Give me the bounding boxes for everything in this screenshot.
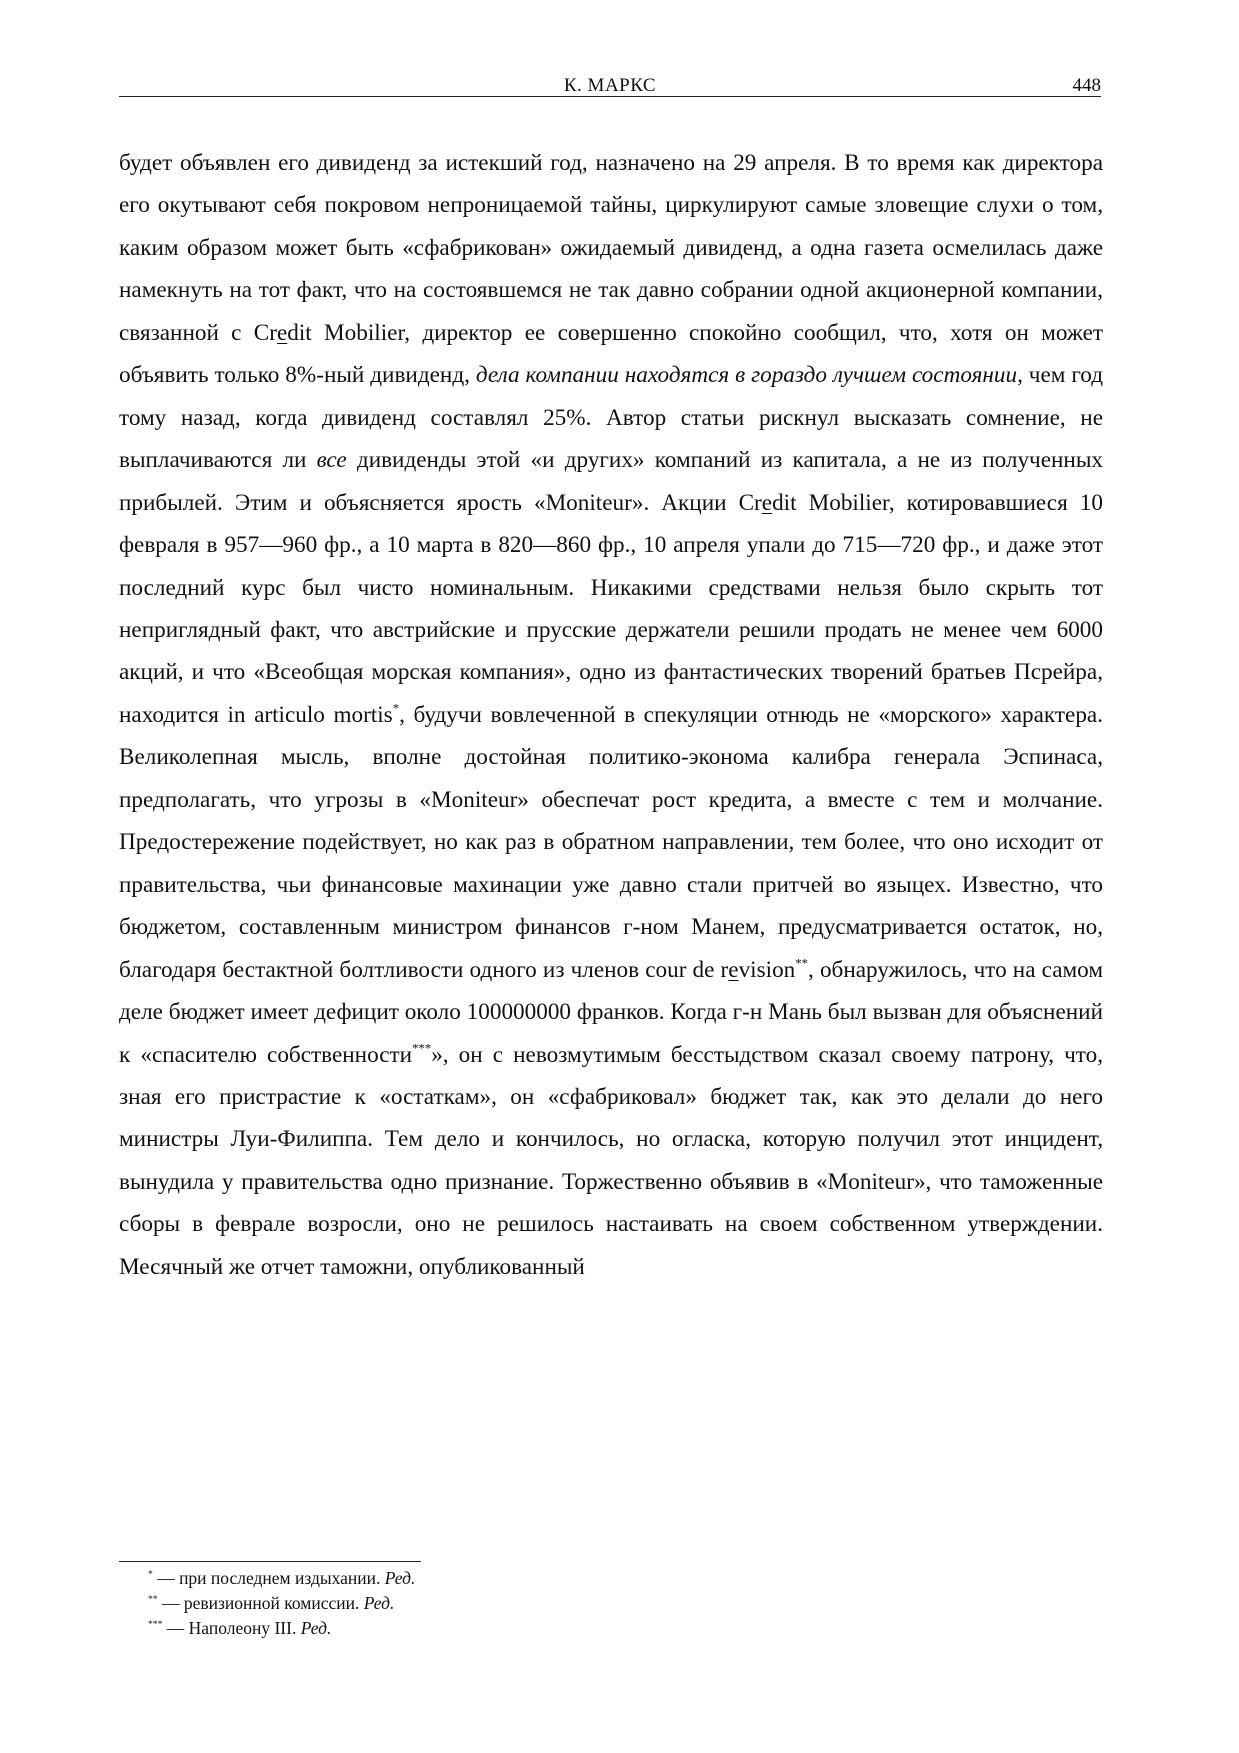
footnotes: [148, 1566, 415, 1641]
footnote-text: — ревизионной комиссии.: [157, 1593, 364, 1613]
italic-run: дела компании находятся в гораздо лучшем состоянии,: [475, 362, 1023, 389]
text-run: vision: [738, 956, 796, 983]
underlined-letter: e: [276, 319, 288, 346]
footnote: [148, 1616, 415, 1641]
text-run: , обнаружилось, что на самом деле бюджет имеет дефицит около 100000000 франков. Когда г-н Мань был вызван для объяснений к «спасителю собственности: [119, 956, 1103, 1068]
footnote-marker: ***: [412, 1040, 432, 1055]
body-paragraph: [119, 142, 1103, 1288]
underlined-letter: e: [761, 489, 773, 516]
underlined-letter: e: [728, 956, 739, 983]
text-run: », он с невозмутимым бесстыдством сказал своему патрону, что, зная его пристрастие к «остаткам», он «сфабриковал» бюджет так, как это делали до него министры Луи-Филиппа. Тем дело и кончилось, но огласка, которую получил этот инцидент, вынудила у правительства одно признание. Торжественно объявив в «Moniteur», что таможенные сборы в феврале возросли, оно не решилось настаивать на своем собственном утверждении. Месячный же отчет таможни, опубликованный: [119, 1041, 1103, 1280]
running-header-author: К. МАРКС: [563, 75, 657, 96]
footnote: [148, 1566, 415, 1591]
italic-run: все: [316, 447, 347, 474]
footnote-mark: *: [148, 1568, 153, 1580]
page-number: 448: [1072, 75, 1101, 96]
text-run: dit Mobilier, директор ее совершенно спокойно сообщил, что, хотя он может объявить только 8%-ный дивиденд,: [119, 319, 1103, 389]
footnote-editor-note: Ред.: [363, 1593, 395, 1613]
text-run: дивиденды этой «и других» компаний из капитала, а не из полученных прибылей. Этим и объясняется ярость «Moniteur». Акции Cr: [119, 447, 1103, 516]
footnote-editor-note: Ред.: [384, 1568, 416, 1588]
text-run: будет объявлен его дивиденд за истекший год, назначено на 29 апреля. В то время как директора его окутывают себя покровом непроницаемой тайны, циркулируют самые зловещие слухи о том, каким образом может быть «сфабрикован» ожидаемый дивиденд, а одна газета осмелилась даже намекнуть на тот факт, что на состоявшемся не так давно собрании одной акционерной компании, связанной с Cr: [119, 150, 1103, 346]
text-run: , будучи вовлеченной в спекуляции отнюдь не «морского» характера. Великолепная мысль, вполне достойная политико-эконома калибра генерала Эспинаса, предполагать, что угрозы в «Moniteur» обеспечат рост кредита, а вместе с тем и молчание. Предостережение подействует, но как раз в обратном направлении, тем более, что оно исходит от правительства, чьи финансовые махинации уже давно стали притчей во языцех. Известно, что бюджетом, составленным министром финансов г-ном Манем, предусматривается остаток, но, благодаря бестактной болтливости одного из членов cour de r: [119, 701, 1104, 983]
text-run: dit Mobilier, котировавшиеся 10 февраля в 957—960 фр., а 10 марта в 820—860 фр., 10 апреля упали до 715—720 фр., и даже этот последний курс был чисто номинальным. Никакими средствами нельзя было скрыть тот неприглядный факт, что австрийские и прусские держатели решили продать не менее чем 6000 акций, и что «Всеобщая морская компания», одно из фантастических творений братьев Псрейра, находится in articulo mortis: [119, 489, 1103, 728]
footnote-mark: ***: [148, 1618, 163, 1630]
footnote-marker: *: [392, 701, 400, 716]
running-header: [119, 72, 1101, 97]
footnote: [148, 1591, 415, 1616]
text-run: чем год тому назад, когда дивиденд составлял 25%. Автор статьи рискнул высказать сомнение, не выплачиваются ли: [119, 362, 1103, 474]
footnote-mark: **: [148, 1593, 158, 1605]
footnote-marker: **: [795, 956, 809, 971]
footnote-separator: [119, 1561, 421, 1562]
footnote-editor-note: Ред.: [300, 1618, 332, 1638]
footnote-text: — при последнем издыхании.: [152, 1568, 385, 1588]
footnote-text: — Наполеону III.: [162, 1618, 301, 1638]
